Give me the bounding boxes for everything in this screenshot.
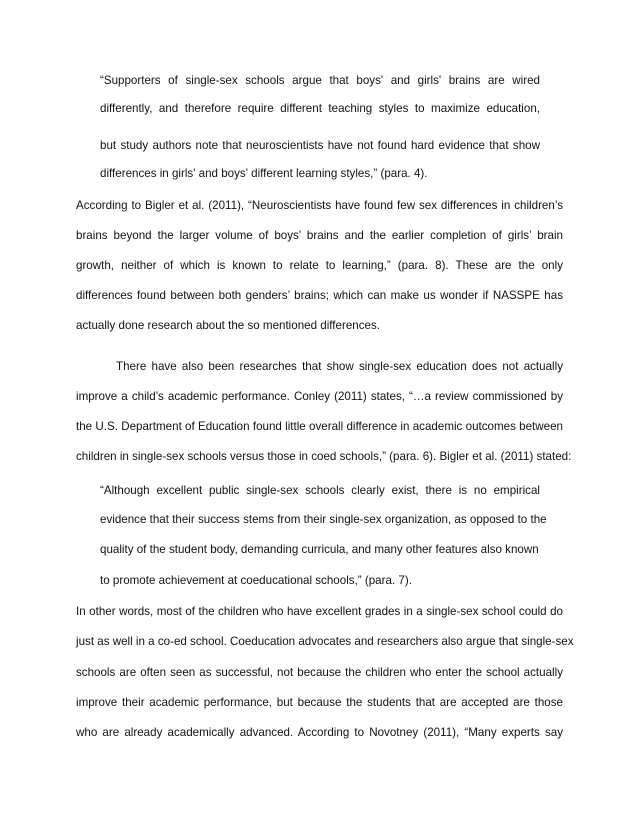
paragraph-line: brains beyond the larger volume of boys’ brains and the earlier completion of girls’ brain	[76, 229, 563, 242]
quote-line: differences in girls' and boys' different learning styles,” (para. 4).	[100, 167, 428, 180]
paragraph-line: improve their academic performance, but because the students that are accepted are those	[76, 696, 563, 709]
paragraph-line: growth, neither of which is known to relate to learning,” (para. 8). These are the only	[76, 259, 563, 272]
quote-line: “Although excellent public single-sex schools clearly exist, there is no empirical	[100, 484, 540, 497]
quote-line: quality of the student body, demanding curricula, and many other features also known	[100, 543, 539, 556]
paragraph-line: differences found between both genders’ brains; which can make us wonder if NASSPE has	[76, 289, 563, 302]
paragraph-line: actually done research about the so mentioned differences.	[76, 319, 380, 332]
quote-line: evidence that their success stems from their single-sex organization, as opposed to the	[100, 513, 547, 526]
paragraph-line: In other words, most of the children who have excellent grades in a single-sex school could do	[76, 605, 563, 618]
paragraph-line: children in single-sex schools versus those in coed schools,” (para. 6). Bigler et al. (2011) stated:	[76, 450, 572, 463]
paragraph-line: There have also been researches that show single-sex education does not actually	[116, 360, 563, 373]
paragraph-line: just as well in a co-ed school. Coeducation advocates and researchers also argue that single-sex	[76, 635, 574, 648]
paragraph-line: improve a child’s academic performance. Conley (2011) states, “…a review commissioned by	[76, 390, 563, 403]
paragraph-line: schools are often seen as successful, not because the children who enter the school actually	[76, 666, 563, 679]
quote-line: differently, and therefore require different teaching styles to maximize education,	[100, 102, 540, 115]
quote-line: to promote achievement at coeducational schools,” (para. 7).	[100, 574, 412, 587]
quote-line: but study authors note that neuroscientists have not found hard evidence that show	[100, 139, 540, 152]
paragraph-line: According to Bigler et al. (2011), “Neuroscientists have found few sex differences in children’s	[76, 199, 563, 212]
paragraph-line: who are already academically advanced. According to Novotney (2011), “Many experts say	[76, 726, 563, 739]
paragraph-line: the U.S. Department of Education found little overall difference in academic outcomes between	[76, 420, 563, 433]
quote-line: “Supporters of single-sex schools argue that boys' and girls' brains are wired	[100, 74, 540, 87]
